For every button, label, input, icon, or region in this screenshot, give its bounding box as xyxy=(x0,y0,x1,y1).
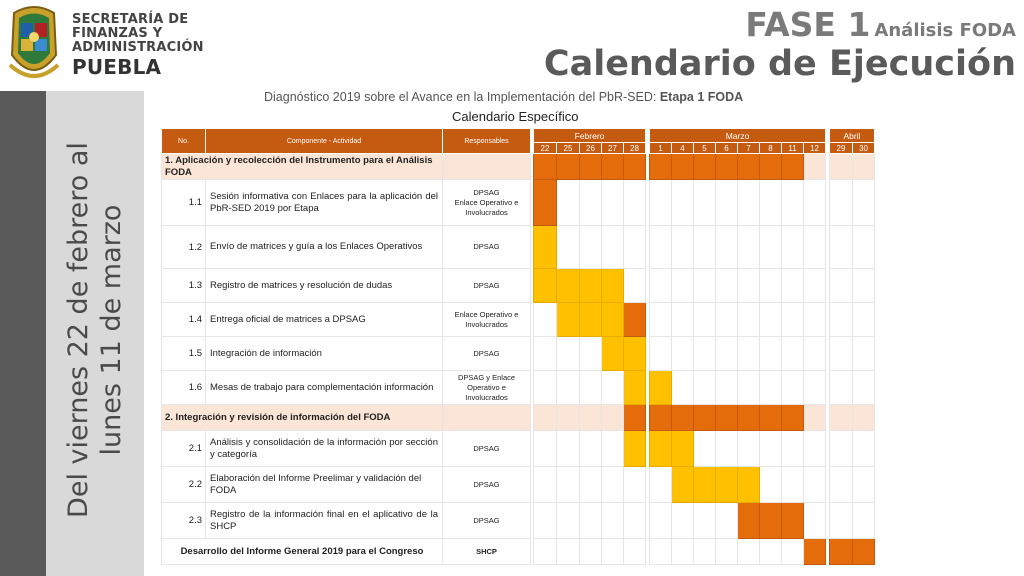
page-title: Calendario de Ejecución xyxy=(543,44,1016,84)
responsable-cell: DPSAG xyxy=(443,503,531,539)
gantt-bar-cell xyxy=(760,503,782,539)
gantt-cell-empty xyxy=(694,431,716,467)
gantt-cell-empty xyxy=(853,371,875,405)
gantt-cell-empty xyxy=(738,269,760,303)
gantt-cell-empty xyxy=(830,269,853,303)
gantt-bar-cell xyxy=(624,154,646,180)
gantt-bar-cell xyxy=(624,371,646,405)
table-row xyxy=(162,503,875,539)
gantt-bar-cell xyxy=(602,337,624,371)
gantt-bar-cell xyxy=(534,180,557,226)
gantt-bar-cell xyxy=(716,467,738,503)
gantt-cell-empty xyxy=(557,539,580,565)
table-row xyxy=(162,226,875,269)
gantt-cell-empty xyxy=(534,303,557,337)
day-header: 27 xyxy=(602,143,624,154)
gantt-cell-empty xyxy=(557,226,580,269)
activity-number: 1.4 xyxy=(162,303,206,337)
responsable-cell: DPSAG y Enlace Operativo e Involucrados xyxy=(443,371,531,405)
gantt-cell-empty xyxy=(534,503,557,539)
gantt-cell-empty xyxy=(804,337,826,371)
gantt-cell-empty xyxy=(760,467,782,503)
gantt-cell-empty xyxy=(602,503,624,539)
table-row xyxy=(162,337,875,371)
gantt-cell-empty xyxy=(716,226,738,269)
gantt-cell-empty xyxy=(650,180,672,226)
activity-number: 2.3 xyxy=(162,503,206,539)
activity-number: 1.2 xyxy=(162,226,206,269)
subtitle-bold: Etapa 1 FODA xyxy=(659,90,744,104)
gantt-cell-empty xyxy=(580,337,602,371)
gantt-cell-empty xyxy=(602,180,624,226)
gantt-cell-empty xyxy=(580,180,602,226)
gantt-cell-empty xyxy=(672,226,694,269)
gantt-cell-empty xyxy=(853,405,875,431)
gantt-cell-empty xyxy=(557,337,580,371)
gantt-cell-empty xyxy=(738,539,760,565)
gantt-bar-cell xyxy=(672,467,694,503)
day-header: 1 xyxy=(650,143,672,154)
gantt-cell-empty xyxy=(557,371,580,405)
gantt-cell-empty xyxy=(580,503,602,539)
gantt-cell-empty xyxy=(804,180,826,226)
day-header: 30 xyxy=(853,143,875,154)
gantt-cell-empty xyxy=(624,467,646,503)
table-row xyxy=(162,371,875,405)
gantt-cell-empty xyxy=(650,226,672,269)
gantt-cell-empty xyxy=(534,405,557,431)
gantt-cell-empty xyxy=(716,503,738,539)
day-header: 28 xyxy=(624,143,646,154)
gantt-cell-empty xyxy=(830,467,853,503)
gantt-bar-cell xyxy=(672,405,694,431)
gantt-bar-cell xyxy=(694,467,716,503)
gantt-bar-cell xyxy=(557,269,580,303)
month-header-marzo: Marzo xyxy=(650,129,826,143)
gantt-cell-empty xyxy=(580,467,602,503)
phase-name: Análisis FODA xyxy=(874,20,1016,41)
gantt-cell-empty xyxy=(782,371,804,405)
gantt-cell-empty xyxy=(624,226,646,269)
table-row xyxy=(162,467,875,503)
activity-label: Elaboración del Informe Preelimar y validación del FODA xyxy=(206,467,443,503)
date-range-label xyxy=(62,100,128,560)
gantt-cell-empty xyxy=(650,303,672,337)
gantt-bar-cell xyxy=(830,539,853,565)
gantt-bar-cell xyxy=(580,154,602,180)
gantt-cell-empty xyxy=(716,371,738,405)
table-row xyxy=(162,431,875,467)
gantt-cell-empty xyxy=(853,269,875,303)
gantt-cell-empty xyxy=(580,405,602,431)
gantt-bar-cell xyxy=(782,405,804,431)
col-header-responsables: Responsables xyxy=(443,129,531,154)
gantt-cell-empty xyxy=(650,269,672,303)
gantt-cell-empty xyxy=(760,337,782,371)
org-line4: PUEBLA xyxy=(72,55,162,79)
gantt-cell-empty xyxy=(672,269,694,303)
responsable-cell: DPSAG xyxy=(443,269,531,303)
gantt-bar-cell xyxy=(716,405,738,431)
col-header-no: No. xyxy=(162,129,206,154)
gantt-bar-cell xyxy=(782,503,804,539)
gantt-bar-cell xyxy=(672,154,694,180)
org-line1: SECRETARÍA DE xyxy=(72,12,189,27)
gantt-bar-cell xyxy=(672,431,694,467)
table-row xyxy=(162,539,875,565)
sidebar-bar xyxy=(0,91,46,576)
gantt-cell-empty xyxy=(830,226,853,269)
gantt-bar-cell xyxy=(624,337,646,371)
org-line3: ADMINISTRACIÓN xyxy=(72,40,204,55)
gantt-bar-cell xyxy=(694,405,716,431)
responsable-cell: DPSAG xyxy=(443,226,531,269)
gantt-cell-empty xyxy=(650,467,672,503)
table-row xyxy=(162,405,875,431)
gantt-cell-empty xyxy=(624,539,646,565)
phase-number: FASE 1 xyxy=(745,5,871,44)
gantt-cell-empty xyxy=(853,467,875,503)
gantt-bar-cell xyxy=(650,371,672,405)
gantt-cell-empty xyxy=(760,303,782,337)
gantt-cell-empty xyxy=(782,303,804,337)
gantt-cell-empty xyxy=(760,539,782,565)
gantt-cell-empty xyxy=(557,431,580,467)
gantt-bar-cell xyxy=(694,154,716,180)
activity-label: Integración de información xyxy=(206,337,443,371)
gantt-bar-cell xyxy=(716,154,738,180)
gantt-cell-empty xyxy=(716,269,738,303)
gantt-cell-empty xyxy=(534,431,557,467)
day-header: 7 xyxy=(738,143,760,154)
gantt-cell-empty xyxy=(716,431,738,467)
gantt-cell-empty xyxy=(534,337,557,371)
gantt-cell-empty xyxy=(804,226,826,269)
day-header: 8 xyxy=(760,143,782,154)
gantt-cell-empty xyxy=(853,503,875,539)
day-header: 29 xyxy=(830,143,853,154)
gantt-cell-empty xyxy=(782,269,804,303)
gantt-cell-empty xyxy=(830,503,853,539)
day-header: 11 xyxy=(782,143,804,154)
gantt-cell-empty xyxy=(782,180,804,226)
gantt-cell-empty xyxy=(694,539,716,565)
table-row xyxy=(162,154,875,180)
gantt-cell-empty xyxy=(804,503,826,539)
activity-number: 1.1 xyxy=(162,180,206,226)
gantt-bar-cell xyxy=(650,405,672,431)
activity-number: 2.1 xyxy=(162,431,206,467)
day-header: 12 xyxy=(804,143,826,154)
gantt-cell-empty xyxy=(760,431,782,467)
gantt-bar-cell xyxy=(738,467,760,503)
gantt-cell-empty xyxy=(830,431,853,467)
gantt-bar-cell xyxy=(534,269,557,303)
gantt-cell-empty xyxy=(672,180,694,226)
gantt-cell-empty xyxy=(738,337,760,371)
gantt-bar-cell xyxy=(580,303,602,337)
gantt-bar-cell xyxy=(624,303,646,337)
gantt-cell-empty xyxy=(804,371,826,405)
gantt-cell-empty xyxy=(804,154,826,180)
gantt-cell-empty xyxy=(602,371,624,405)
table-row xyxy=(162,180,875,226)
responsable-cell: DPSAG xyxy=(443,337,531,371)
gantt-cell-empty xyxy=(830,180,853,226)
gantt-cell-empty xyxy=(672,371,694,405)
gantt-cell-empty xyxy=(602,226,624,269)
gantt-bar-cell xyxy=(650,431,672,467)
gantt-cell-empty xyxy=(782,431,804,467)
day-header: 6 xyxy=(716,143,738,154)
gantt-cell-empty xyxy=(760,226,782,269)
gantt-cell-empty xyxy=(624,180,646,226)
section-label: 2. Integración y revisión de información del FODA xyxy=(162,405,443,431)
activity-label: Sesión informativa con Enlaces para la aplicación del PbR-SED 2019 por Etapa xyxy=(206,180,443,226)
gantt-cell-empty xyxy=(830,154,853,180)
organization-logo xyxy=(72,13,204,79)
activity-label: Envío de matrices y guía a los Enlaces Operativos xyxy=(206,226,443,269)
subtitle-text: Diagnóstico 2019 sobre el Avance en la Implementación del PbR-SED: xyxy=(264,90,657,104)
gantt-cell-empty xyxy=(694,303,716,337)
gantt-bar-cell xyxy=(602,154,624,180)
day-header: 25 xyxy=(557,143,580,154)
org-line2: FINANZAS Y xyxy=(72,26,163,41)
gantt-cell-empty xyxy=(694,337,716,371)
gantt-cell-empty xyxy=(557,503,580,539)
gantt-bar-cell xyxy=(804,539,826,565)
gantt-cell-empty xyxy=(760,269,782,303)
gantt-bar-cell xyxy=(738,503,760,539)
gantt-cell-empty xyxy=(557,405,580,431)
gantt-cell-empty xyxy=(716,337,738,371)
gantt-cell-empty xyxy=(602,405,624,431)
gantt-cell-empty xyxy=(602,431,624,467)
month-header-abril: Abril xyxy=(830,129,875,143)
gantt-cell-empty xyxy=(853,180,875,226)
gantt-bar-cell xyxy=(650,154,672,180)
gantt-cell-empty xyxy=(716,180,738,226)
calendar-label: Calendario Específico xyxy=(452,109,579,124)
gantt-cell-empty xyxy=(694,503,716,539)
responsable-cell: Enlace Operativo e Involucrados xyxy=(443,303,531,337)
date-range-line2: lunes 11 de marzo xyxy=(96,204,127,456)
day-header: 26 xyxy=(580,143,602,154)
gantt-cell-empty xyxy=(602,467,624,503)
gantt-cell-empty xyxy=(760,180,782,226)
gantt-cell-empty xyxy=(738,226,760,269)
table-row xyxy=(162,303,875,337)
day-header: 5 xyxy=(694,143,716,154)
gantt-cell-empty xyxy=(580,539,602,565)
gantt-cell-empty xyxy=(672,503,694,539)
gantt-bar-cell xyxy=(624,405,646,431)
gantt-bar-cell xyxy=(624,431,646,467)
gantt-cell-empty xyxy=(534,539,557,565)
gantt-cell-empty xyxy=(853,337,875,371)
gantt-cell-empty xyxy=(804,303,826,337)
state-seal-icon xyxy=(6,3,62,85)
gantt-cell-empty xyxy=(650,337,672,371)
gantt-cell-empty xyxy=(624,269,646,303)
responsable-cell: DPSAG xyxy=(443,431,531,467)
responsable-cell xyxy=(443,405,531,431)
activity-number: 2.2 xyxy=(162,467,206,503)
activity-label: Mesas de trabajo para complementación información xyxy=(206,371,443,405)
responsable-cell xyxy=(443,154,531,180)
gantt-bar-cell xyxy=(738,154,760,180)
gantt-bar-cell xyxy=(738,405,760,431)
page-subtitle xyxy=(264,90,743,104)
gantt-cell-empty xyxy=(716,303,738,337)
gantt-table xyxy=(161,128,875,565)
gantt-cell-empty xyxy=(672,303,694,337)
gantt-cell-empty xyxy=(738,303,760,337)
section-label: 1. Aplicación y recolección del Instrumento para el Análisis FODA xyxy=(162,154,443,180)
gantt-cell-empty xyxy=(580,371,602,405)
gantt-bar-cell xyxy=(760,405,782,431)
gantt-cell-empty xyxy=(534,371,557,405)
gantt-bar-cell xyxy=(782,154,804,180)
gantt-cell-empty xyxy=(804,431,826,467)
gantt-cell-empty xyxy=(782,337,804,371)
gantt-cell-empty xyxy=(830,303,853,337)
activity-number: 1.6 xyxy=(162,371,206,405)
gantt-cell-empty xyxy=(830,371,853,405)
gantt-cell-empty xyxy=(716,539,738,565)
gantt-cell-empty xyxy=(694,371,716,405)
col-header-component: Componente - Actividad xyxy=(206,129,443,154)
activity-label: Análisis y consolidación de la información por sección y categoría xyxy=(206,431,443,467)
month-header-febrero: Febrero xyxy=(534,129,646,143)
phase-heading xyxy=(745,5,1016,44)
gantt-cell-empty xyxy=(760,371,782,405)
gantt-bar-cell xyxy=(557,154,580,180)
gantt-cell-empty xyxy=(580,431,602,467)
gantt-cell-empty xyxy=(694,180,716,226)
gantt-cell-empty xyxy=(738,431,760,467)
responsable-cell: DPSAG Enlace Operativo e Involucrados xyxy=(443,180,531,226)
gantt-cell-empty xyxy=(853,431,875,467)
gantt-cell-empty xyxy=(853,226,875,269)
gantt-cell-empty xyxy=(672,539,694,565)
activity-label: Entrega oficial de matrices a DPSAG xyxy=(206,303,443,337)
gantt-cell-empty xyxy=(694,269,716,303)
gantt-cell-empty xyxy=(830,337,853,371)
gantt-bar-cell xyxy=(534,154,557,180)
final-row-label: Desarrollo del Informe General 2019 para el Congreso xyxy=(162,539,443,565)
gantt-cell-empty xyxy=(672,337,694,371)
gantt-cell-empty xyxy=(738,371,760,405)
gantt-cell-empty xyxy=(650,539,672,565)
activity-number: 1.5 xyxy=(162,337,206,371)
gantt-cell-empty xyxy=(782,539,804,565)
gantt-cell-empty xyxy=(602,539,624,565)
gantt-cell-empty xyxy=(782,226,804,269)
gantt-cell-empty xyxy=(804,269,826,303)
gantt-cell-empty xyxy=(738,180,760,226)
gantt-cell-empty xyxy=(694,226,716,269)
gantt-bar-cell xyxy=(580,269,602,303)
gantt-cell-empty xyxy=(853,303,875,337)
gantt-cell-empty xyxy=(804,405,826,431)
gantt-cell-empty xyxy=(557,467,580,503)
gantt-bar-cell xyxy=(760,154,782,180)
date-range-line1: Del viernes 22 de febrero al xyxy=(63,142,94,518)
responsable-cell: SHCP xyxy=(443,539,531,565)
gantt-cell-empty xyxy=(804,467,826,503)
responsable-cell: DPSAG xyxy=(443,467,531,503)
gantt-bar-cell xyxy=(534,226,557,269)
gantt-cell-empty xyxy=(624,503,646,539)
gantt-bar-cell xyxy=(602,269,624,303)
gantt-cell-empty xyxy=(580,226,602,269)
day-header: 4 xyxy=(672,143,694,154)
gantt-cell-empty xyxy=(782,467,804,503)
gantt-cell-empty xyxy=(830,405,853,431)
gantt-cell-empty xyxy=(557,180,580,226)
gantt-bar-cell xyxy=(853,539,875,565)
gantt-bar-cell xyxy=(557,303,580,337)
gantt-cell-empty xyxy=(534,467,557,503)
activity-label: Registro de matrices y resolución de dudas xyxy=(206,269,443,303)
activity-number: 1.3 xyxy=(162,269,206,303)
gantt-cell-empty xyxy=(853,154,875,180)
activity-label: Registro de la información final en el aplicativo de la SHCP xyxy=(206,503,443,539)
table-row xyxy=(162,269,875,303)
day-header: 22 xyxy=(534,143,557,154)
gantt-bar-cell xyxy=(602,303,624,337)
gantt-cell-empty xyxy=(650,503,672,539)
